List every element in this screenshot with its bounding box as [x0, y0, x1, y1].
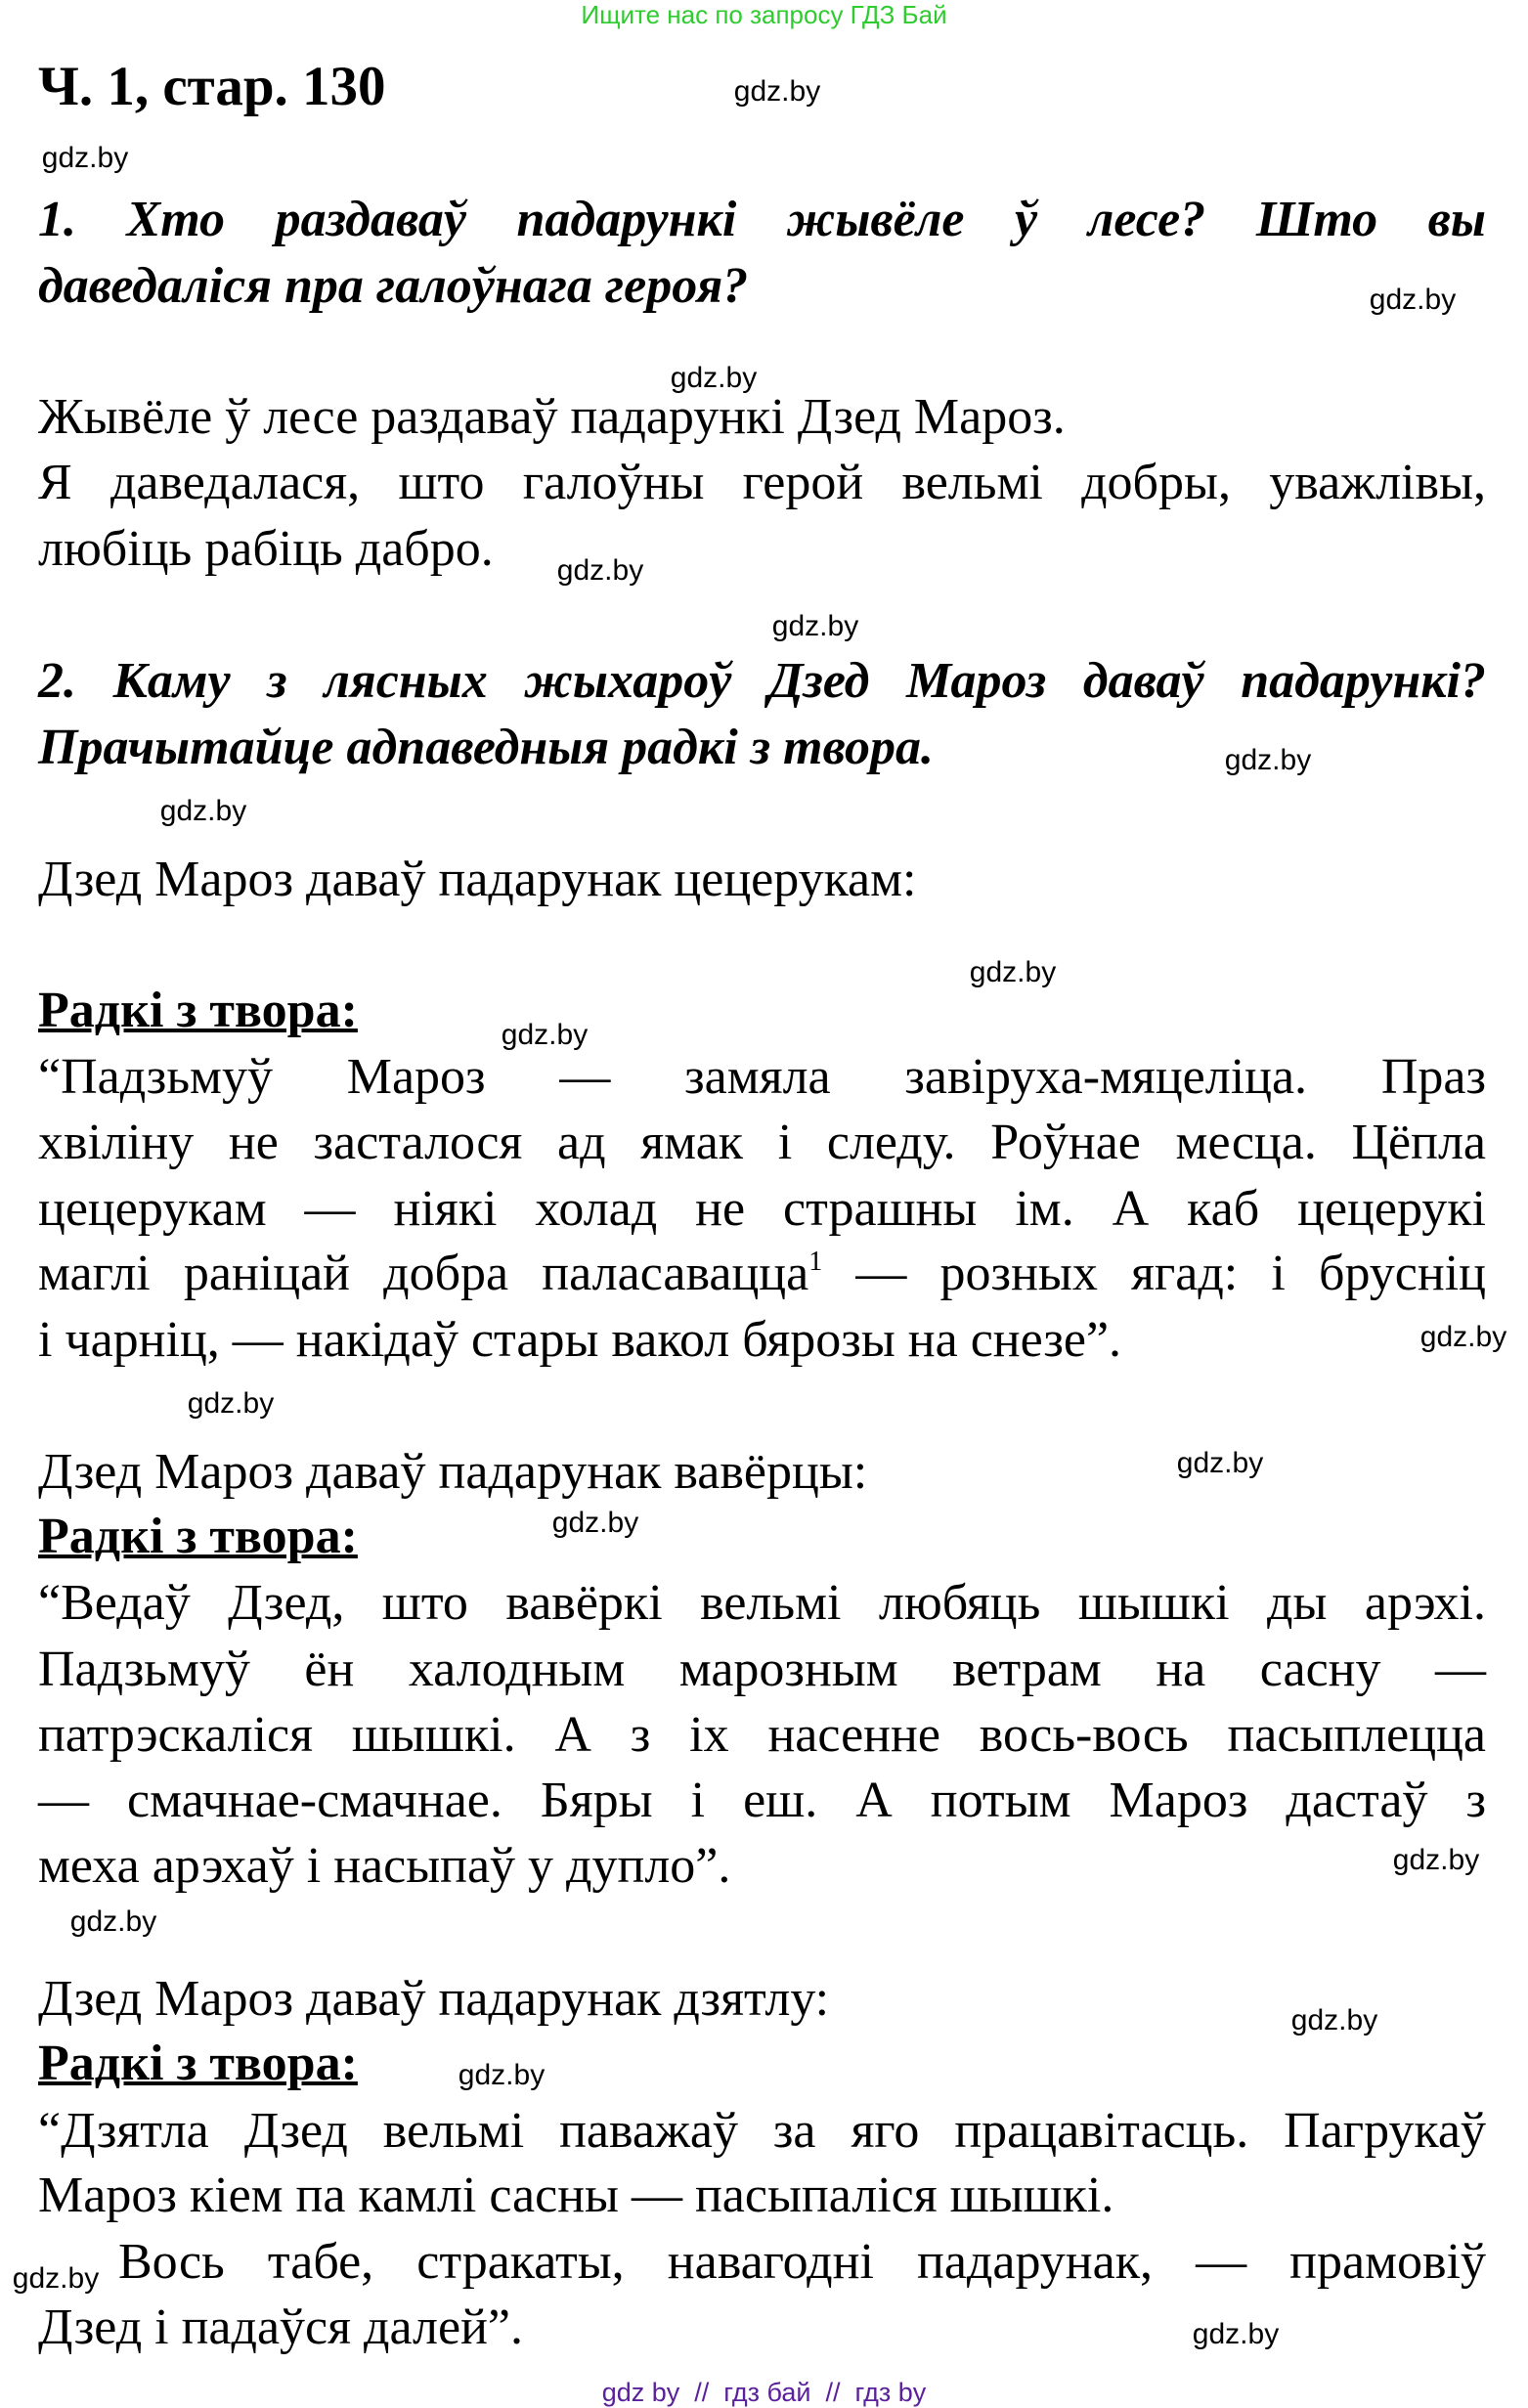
quote-line: і чарніц, — накідаў стары вакол бярозы на снезе”. — [38, 1312, 1122, 1368]
section-intro: Дзед Мароз даваў падарунак дзятлу: — [38, 1971, 830, 2027]
watermark: gdz.by — [670, 362, 758, 394]
answer-1-line: любіць рабіць дабро. — [38, 521, 494, 577]
quote-line: Падзьмуў ён халодным марозным ветрам на сасну — — [38, 1642, 1486, 1697]
quote-line: “Ведаў Дзед, што вавёркі вельмі любяць шышкі ды арэхі. — [38, 1575, 1486, 1631]
watermark: gdz.by — [556, 554, 644, 587]
quote-line — [38, 1242, 1486, 1306]
question-1-line: даведаліся пра галоўнага героя? — [38, 258, 749, 314]
watermark: gdz.by — [187, 1387, 275, 1420]
section-intro: Дзед Мароз даваў падарунак вавёрцы: — [38, 1444, 868, 1500]
watermark: gdz.by — [69, 1905, 157, 1938]
watermark: gdz.by — [1176, 1447, 1264, 1479]
section-label: Радкі з твора: — [38, 2036, 358, 2091]
watermark: gdz.by — [733, 75, 821, 108]
question-2-line: 2. Каму з лясных жыхароў Дзед Мароз даваў падарункі? — [38, 653, 1486, 709]
quote-line: Вось табе, стракаты, навагодні падарунак, — прамовіў — [118, 2234, 1486, 2290]
watermark: gdz.by — [1192, 2318, 1280, 2350]
quote-line: — смачнае-смачнае. Бяры і еш. А потым Мароз дастаў з — [38, 1773, 1486, 1828]
watermark: gdz.by — [501, 1019, 589, 1051]
watermark: gdz.by — [1419, 1321, 1507, 1353]
quote-line: хвіліну не засталося ад ямак і следу. Роўнае месца. Цёпла — [38, 1115, 1486, 1170]
watermark: gdz.by — [771, 610, 859, 642]
watermark: gdz.by — [969, 956, 1057, 988]
top-banner: Ищите нас по запросу ГДЗ Бай — [581, 0, 947, 29]
watermark: gdz.by — [1369, 284, 1457, 316]
quote-line: “Падзьмуў Мароз — замяла завіруха-мяцеліца. Праз — [38, 1049, 1486, 1105]
watermark: gdz.by — [551, 1507, 639, 1539]
watermark: gdz.by — [458, 2059, 546, 2091]
watermark: gdz.by — [159, 795, 247, 827]
quote-line: “Дзятла Дзед вельмі паважаў за яго працавітасць. Пагрукаў — [38, 2103, 1486, 2159]
quote-text: — розных ягад: і брусніц — [822, 1246, 1486, 1301]
page-title: Ч. 1, стар. 130 — [38, 56, 386, 117]
section-label: Радкі з твора: — [38, 1509, 358, 1564]
answer-1-line: Жывёле ў лесе раздаваў падарункі Дзед Мароз. — [38, 389, 1066, 445]
quote-text: маглі раніцай добра паласавацца — [38, 1246, 809, 1301]
question-2-line: Прачытайце адпаведныя радкі з твора. — [38, 720, 935, 775]
section-intro: Дзед Мароз даваў падарунак цецерукам: — [38, 852, 917, 907]
watermark: gdz.by — [1290, 2004, 1378, 2036]
section-label: Радкі з твора: — [38, 983, 358, 1038]
quote-line: Мароз кіем па камлі сасны — пасыпаліся шышкі. — [38, 2167, 1114, 2223]
quote-line: меха арэхаў і насыпаў у дупло”. — [38, 1838, 731, 1894]
footnote-mark: 1 — [808, 1247, 823, 1277]
watermark: gdz.by — [12, 2262, 100, 2295]
answer-1-line: Я даведалася, што галоўны герой вельмі добры, уважлівы, — [38, 455, 1486, 510]
quote-line: патрэскаліся шышкі. А з іх насенне вось-вось пасыплецца — [38, 1707, 1486, 1763]
quote-line: Дзед і падаўся далей”. — [38, 2299, 523, 2355]
quote-line: цецерукам — ніякі холад не страшны ім. А каб цецерукі — [38, 1181, 1486, 1237]
footer-links: gdz by // гдз бай // гдз by — [601, 2378, 927, 2407]
question-1-line: 1. Хто раздаваў падарункі жывёле ў лесе? Што вы — [38, 192, 1486, 247]
watermark: gdz.by — [1392, 1844, 1480, 1876]
watermark: gdz.by — [41, 142, 129, 174]
watermark: gdz.by — [1224, 744, 1312, 776]
